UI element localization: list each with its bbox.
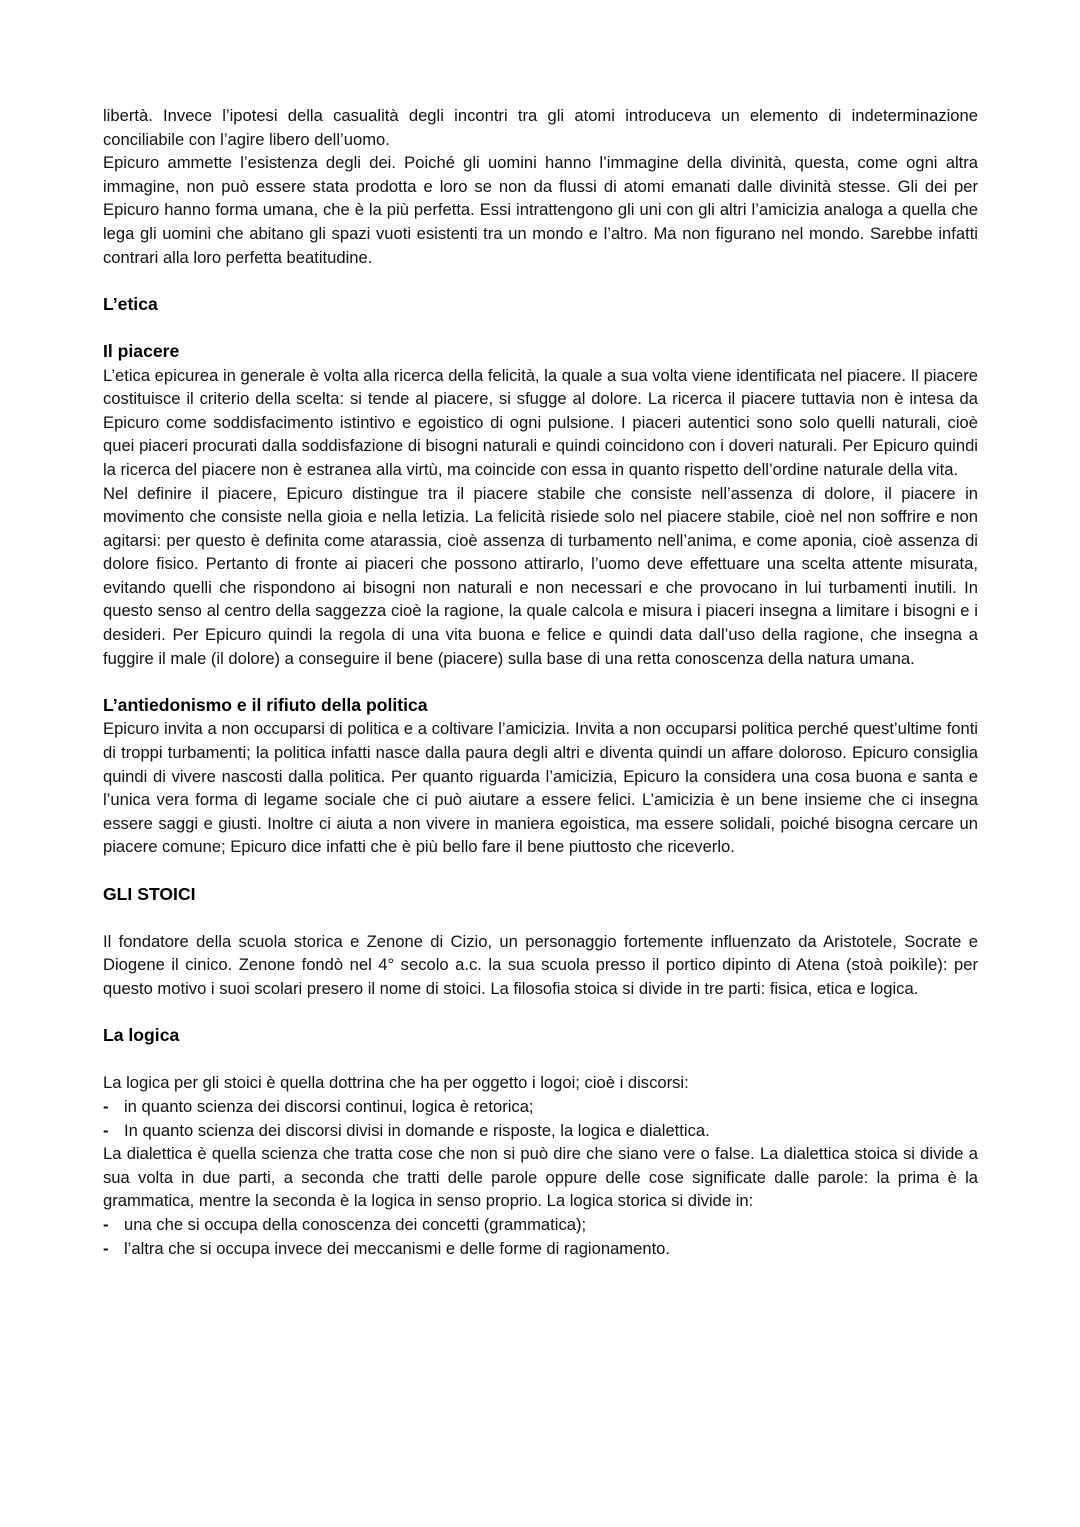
list-item-text: una che si occupa della conoscenza dei concetti (grammatica);: [124, 1214, 587, 1234]
spacer: [103, 859, 978, 883]
stoici-paragraph: Il fondatore della scuola storica e Zenone di Cizio, un personaggio fortemente influenzato da Aristotele, Socrate e Diogene il cinico. Zenone fondò nel 4° secolo a.c. la sua scuola presso il portico dipinto di Atena (stoà poikìle): per questo motivo i suoi scolari presero il nome di stoici. La filosofia stoica si divide in tre parti: fisica, etica e logica.: [103, 931, 978, 998]
piacere-paragraph-1: L’etica epicurea in generale è volta alla ricerca della felicità, la quale a sua volta viene identificata nel piacere. Il piacere costituisce il criterio della scelta: si tende al piacere, si sfugge al dolore. La ricerca il piacere tuttavia non è intesa da Epicuro come soddisfacimento istintivo e egoistico di ogni pulsione. I piaceri autentici sono solo quelli naturali, cioè quei piaceri procurati dalla soddisfazione di bisogni naturali e quindi coincidono con i doveri naturali. Per Epicuro quindi la ricerca del piacere non è estranea alla virtù, ma coincide con essa in quanto rispetto dell’ordine naturale della vita.: [103, 365, 978, 479]
intro-paragraph-1: libertà. Invece l’ipotesi della casualità degli incontri tra gli atomi introduceva un elemento di indeterminazione conciliabile con l’agire libero dell’uomo.: [103, 106, 978, 149]
list-item-text: l’altra che si occupa invece dei meccanismi e delle forme di ragionamento.: [124, 1238, 671, 1258]
logica-intro: La logica per gli stoici è quella dottrina che ha per oggetto i logoi; cioè i discorsi:: [103, 1073, 689, 1093]
list-item-text: In quanto scienza dei discorsi divisi in domande e risposte, la logica e dialettica.: [124, 1120, 710, 1140]
section-heading-etica: L’etica: [103, 293, 158, 314]
logica-list-1: [103, 1095, 978, 1142]
piacere-paragraph-2: Nel definire il piacere, Epicuro distingue tra il piacere stabile che consiste nell’assenza di dolore, il piacere in movimento che consiste nella gioia e nella letizia. La felicità risiede solo nel piacere stabile, cioè nel non soffrire e non agitarsi: per questo è definita come atarassia, cioè assenza di turbamento nell’anima, e come aponia, cioè assenza di dolore fisico. Pertanto di fronte ai piaceri che possono attirarlo, l’uomo deve effettuare una scelta attente misurata, evitando quelli che rispondono ai bisogni non naturali e non necessari e che provocano in lui turbamenti inutili. In questo senso al centro della saggezza cioè la ragione, la quale calcola e misura i piaceri insegna a limitare i bisogni e i desideri. Per Epicuro quindi la regola di una vita buona e felice e quindi data dall’uso della ragione, che insegna a fuggire il male (il dolore) a conseguire il bene (piacere) sulla base di una retta conoscenza della natura umana.: [103, 483, 978, 668]
intro-paragraph-2: Epicuro ammette l’esistenza degli dei. Poiché gli uomini hanno l’immagine della divinità, questa, come ogni altra immagine, non può essere stata prodotta e loro se non da flussi di atomi emanati dalle divinità stesse. Gli dei per Epicuro hanno forma umana, che è la più perfetta. Essi intrattengono gli uni con gli altri l’amicizia analoga a quella che lega gli uomini che abitano gli spazi vuoti esistenti tra un mondo e l’altro. Ma non figurano nel mondo. Sarebbe infatti contrari alla loro perfetta beatitudine.: [103, 153, 978, 267]
bullet-dash-icon: -: [103, 1096, 109, 1116]
subsection-heading-antiedonismo: L’antiedonismo e il rifiuto della politica: [103, 694, 428, 715]
spacer: [103, 906, 978, 930]
list-item-text: in quanto scienza dei discorsi continui, logica è retorica;: [124, 1096, 534, 1116]
spacer: [103, 1001, 978, 1025]
section-heading-stoici: GLI STOICI: [103, 883, 196, 904]
logica-list-2: [103, 1213, 978, 1260]
document-page: [103, 104, 978, 1260]
spacer: [103, 1048, 978, 1072]
subsection-heading-piacere: Il piacere: [103, 340, 180, 361]
list-item: [103, 1119, 978, 1143]
bullet-dash-icon: -: [103, 1238, 109, 1258]
antiedonismo-paragraph: Epicuro invita a non occuparsi di politica e a coltivare l’amicizia. Invita a non occuparsi politica perché quest’ultime fonti di troppi turbamenti; la politica infatti nasce dalla paura degli altri e diventa quindi un affare doloroso. Epicuro consiglia quindi di vivere nascosti dalla politica. Per quanto riguarda l’amicizia, Epicuro la considera una cosa buona e santa e l’unica vera forma di legame sociale che ci può aiutare a essere felici. L’amicizia è un bene insieme che ci insegna essere saggi e giusti. Inoltre ci aiuta a non vivere in maniera egoistica, ma essere solidali, poiché bisogna cercare un piacere comune; Epicuro dice infatti che è più bello fare il bene piuttosto che riceverlo.: [103, 719, 978, 857]
list-item: [103, 1237, 978, 1261]
list-item: [103, 1213, 978, 1237]
logica-paragraph: La dialettica è quella scienza che tratta cose che non si può dire che siano vere o false. La dialettica stoica si divide a sua volta in due parti, a seconda che tratti delle parole oppure delle cose significate dalle parole: la prima è la grammatica, mentre la seconda è la logica in senso proprio. La logica storica si divide in:: [103, 1144, 978, 1211]
spacer: [103, 670, 978, 694]
bullet-dash-icon: -: [103, 1120, 109, 1140]
bullet-dash-icon: -: [103, 1214, 109, 1234]
list-item: [103, 1095, 978, 1119]
spacer: [103, 316, 978, 340]
spacer: [103, 269, 978, 293]
subsection-heading-logica: La logica: [103, 1025, 180, 1046]
